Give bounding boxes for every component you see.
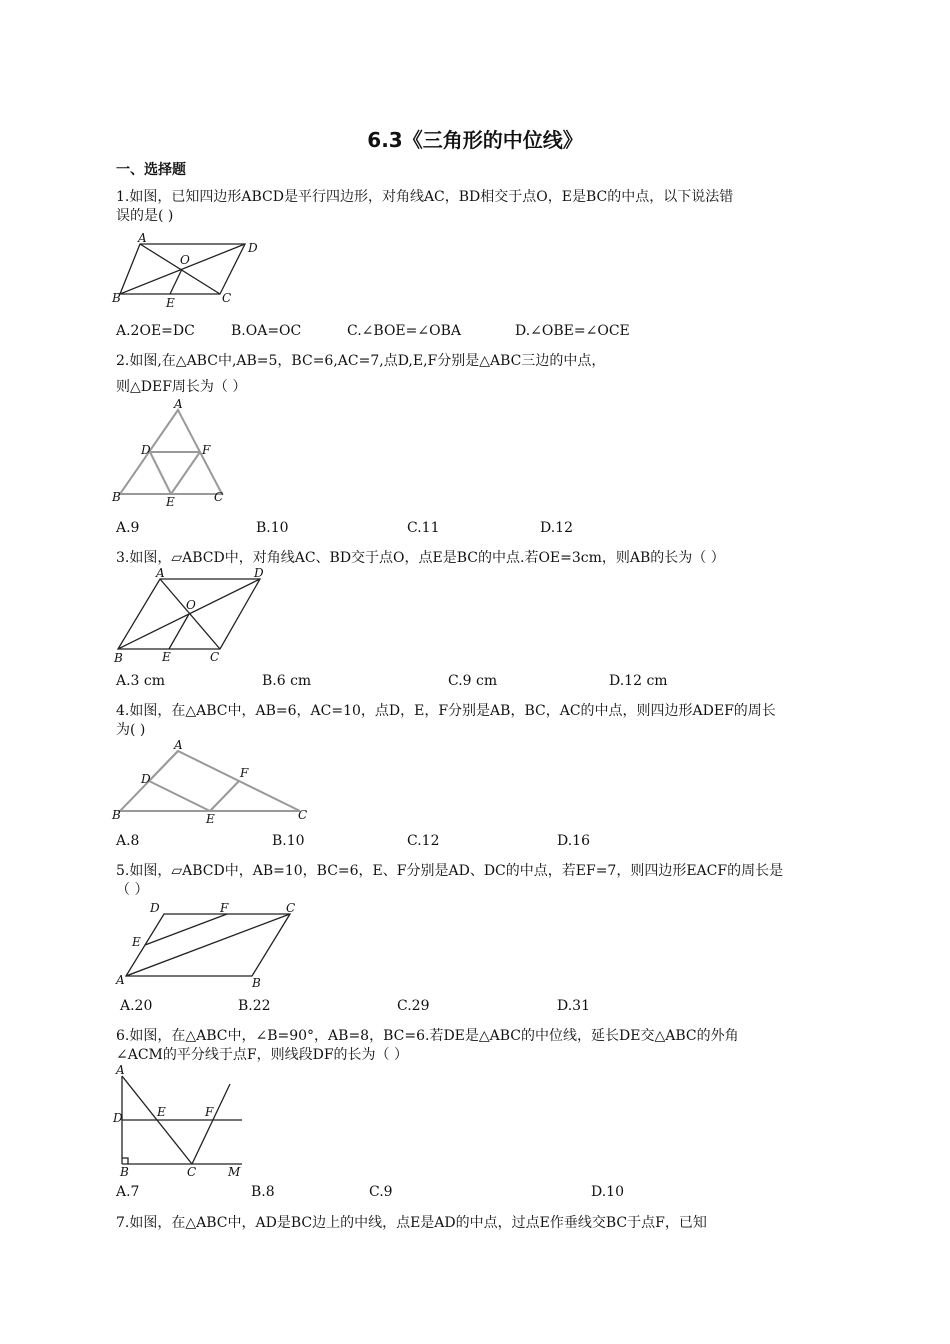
q5-label-f: F — [220, 901, 229, 915]
q5-text-line2: （ ） — [116, 882, 149, 898]
q6-label-m: M — [228, 1165, 241, 1179]
q4-option-a[interactable]: A.8 — [116, 833, 140, 849]
q1-label-a: A — [138, 232, 147, 245]
q3-label-d: D — [254, 566, 264, 580]
q6-option-d[interactable]: D.10 — [591, 1184, 624, 1200]
q4-option-b[interactable]: B.10 — [272, 833, 305, 849]
q7-text-line1: 7.如图，在△ABC中，AD是BC边上的中线，点E是AD的中点，过点E作垂线交BC于点F，已知 — [116, 1215, 707, 1231]
q5-label-e: E — [132, 935, 141, 949]
q4-label-c: C — [298, 808, 308, 822]
q1-text-line2: 误的是( ) — [116, 208, 174, 224]
q1-label-b: B — [112, 291, 121, 305]
q6-option-b[interactable]: B.8 — [251, 1184, 275, 1200]
q2-option-b[interactable]: B.10 — [256, 520, 289, 536]
q2-label-e: E — [166, 495, 175, 509]
page-title: 6.3《三角形的中位线》 — [367, 128, 583, 152]
q4-label-f: F — [240, 766, 249, 780]
q5-option-d[interactable]: D.31 — [557, 998, 590, 1014]
q2-label-d: D — [141, 443, 151, 457]
q1-text-line1: 1.如图，已知四边形ABCD是平行四边形，对角线AC，BD相交于点O，E是BC的中点，以下说法错 — [116, 189, 734, 205]
q1-option-b[interactable]: B.OA=OC — [231, 323, 302, 339]
q2-text-line2: 则△DEF周长为（ ） — [116, 379, 247, 395]
q3-figure — [110, 565, 270, 667]
q4-label-b: B — [112, 808, 121, 822]
q4-label-d: D — [141, 772, 151, 786]
q3-option-b[interactable]: B.6 cm — [262, 673, 312, 689]
q3-label-b: B — [114, 651, 123, 665]
q2-label-b: B — [112, 490, 121, 504]
q4-text-line2: 为( ) — [116, 722, 146, 738]
q5-option-c[interactable]: C.29 — [397, 998, 430, 1014]
q5-label-c: C — [286, 901, 296, 915]
q6-label-f: F — [205, 1105, 214, 1119]
q1-figure — [110, 232, 260, 312]
q3-option-a[interactable]: A.3 cm — [116, 673, 166, 689]
q6-figure — [110, 1064, 250, 1179]
q4-option-c[interactable]: C.12 — [407, 833, 440, 849]
q5-option-a[interactable]: A.20 — [120, 998, 153, 1014]
q4-label-a: A — [174, 738, 183, 752]
q1-label-o: O — [180, 253, 190, 267]
q2-option-d[interactable]: D.12 — [540, 520, 573, 536]
q1-label-c: C — [222, 291, 232, 305]
q3-option-d[interactable]: D.12 cm — [609, 673, 668, 689]
q2-label-a: A — [174, 398, 183, 411]
q5-text-line1: 5.如图，▱ABCD中，AB=10，BC=6，E、F分别是AD、DC的中点，若EF=7，则四边形EACF的周长是 — [116, 863, 784, 879]
q3-label-e: E — [162, 650, 171, 664]
q5-label-b: B — [252, 976, 261, 988]
q4-label-e: E — [206, 812, 215, 826]
q4-option-d[interactable]: D.16 — [557, 833, 590, 849]
q6-label-b: B — [120, 1165, 129, 1179]
q6-label-c: C — [187, 1165, 197, 1179]
q6-option-c[interactable]: C.9 — [369, 1184, 393, 1200]
q1-option-c[interactable]: C.∠BOE=∠OBA — [347, 323, 461, 339]
q6-text-line2: ∠ACM的平分线于点F，则线段DF的长为（ ） — [116, 1047, 408, 1063]
q3-text-line1: 3.如图，▱ABCD中，对角线AC、BD交于点O，点E是BC的中点.若OE=3cm，则AB的长为（ ） — [116, 550, 725, 566]
q3-label-c: C — [210, 650, 220, 664]
section-heading: 一、选择题 — [116, 162, 186, 178]
q5-label-d: D — [150, 901, 160, 915]
q1-option-d[interactable]: D.∠OBE=∠OCE — [515, 323, 630, 339]
q6-option-a[interactable]: A.7 — [116, 1184, 140, 1200]
q3-option-c[interactable]: C.9 cm — [448, 673, 498, 689]
q5-option-b[interactable]: B.22 — [238, 998, 271, 1014]
q2-label-f: F — [202, 443, 211, 457]
q2-label-c: C — [214, 490, 224, 504]
q1-label-e: E — [166, 296, 175, 310]
q1-label-d: D — [248, 241, 258, 255]
q2-option-c[interactable]: C.11 — [407, 520, 440, 536]
q4-figure — [110, 737, 310, 829]
q5-figure — [112, 898, 304, 988]
q2-text-line1: 2.如图,在△ABC中,AB=5，BC=6,AC=7,点D,E,F分别是△ABC三边的中点， — [116, 353, 606, 369]
q2-option-a[interactable]: A.9 — [116, 520, 140, 536]
q6-label-e: E — [157, 1105, 166, 1119]
q6-text-line1: 6.如图，在△ABC中，∠B=90°，AB=8，BC=6.若DE是△ABC的中位线，延长DE交△ABC的外角 — [116, 1028, 739, 1044]
q6-label-d: D — [113, 1111, 123, 1125]
q2-figure — [110, 398, 235, 510]
q4-text-line1: 4.如图，在△ABC中，AB=6，AC=10，点D，E，F分别是AB，BC，AC的中点，则四边形ADEF的周长 — [116, 703, 776, 719]
q1-option-a[interactable]: A.2OE=DC — [116, 323, 195, 339]
q3-label-o: O — [186, 598, 196, 612]
q5-label-a: A — [116, 973, 125, 987]
q3-label-a: A — [156, 566, 165, 580]
q6-label-a: A — [116, 1064, 125, 1077]
